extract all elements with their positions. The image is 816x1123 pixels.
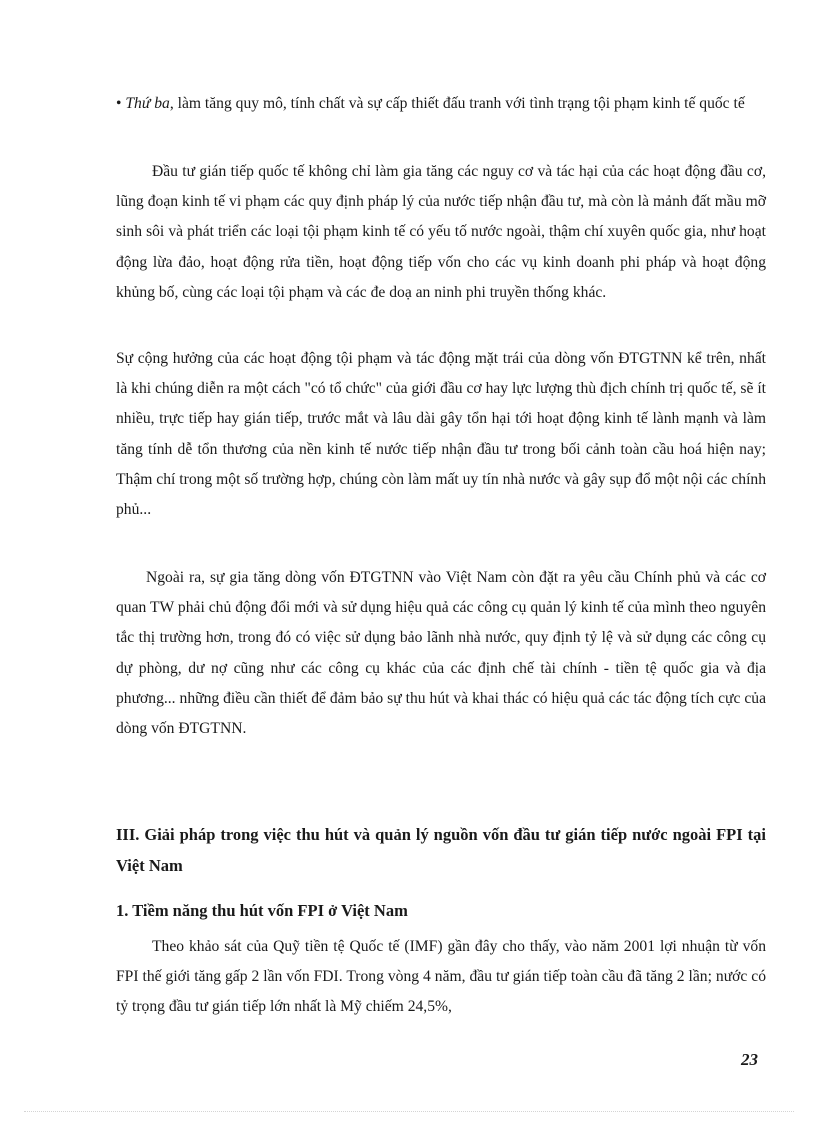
paragraph-additionally: Ngoài ra, sự gia tăng dòng vốn ĐTGTNN vào Việt Nam còn đặt ra yêu cầu Chính phủ và các cơ quan TW phải chủ động đổi mới và sử dụng hiệu quả các công cụ quản lý kinh tế của mình theo nguyên tắc thị trường hơn, trong đó có việc sử dụng bảo lãnh nhà nước, quy định tỷ lệ và sử dụng các công cụ dự phòng, dư nợ cũng như các công cụ khác của các định chế tài chính - tiền tệ quốc gia và địa phương... những điều cần thiết để đảm bảo sự thu hút và khai thác có hiệu quả các tác động tích cực của dòng vốn ĐTGTNN. — [116, 569, 766, 738]
bullet-paragraph — [116, 89, 766, 119]
subsection-heading: 1. Tiềm năng thu hút vốn FPI ở Việt Nam — [116, 901, 408, 920]
paragraph-resonance: Sự cộng hưởng của các hoạt động tội phạm và tác động mặt trái của dòng vốn ĐTGTNN kể trên, nhất là khi chúng diễn ra một cách "có tổ chức" của giới đầu cơ hay lực lượng thù địch chính trị quốc tế, sẽ ít nhiều, trực tiếp hay gián tiếp, trước mắt và lâu dài gây tổn hại tới hoạt động kinh tế lành mạnh và làm tăng tính dễ tổn thương của nền kinh tế nước tiếp nhận đầu tư trong bối cảnh toàn cầu hoá hiện nay; Thậm chí trong một số trường hợp, chúng còn làm mất uy tín nhà nước và gây sụp đổ một nội các chính phủ... — [116, 350, 766, 519]
footer-divider — [24, 1111, 794, 1112]
bullet-marker: • — [116, 95, 122, 112]
bullet-text: , làm tăng quy mô, tính chất và sự cấp thiết đấu tranh với tình trạng tội phạm kinh tế quốc tế — [169, 95, 745, 112]
section-heading: III. Giải pháp trong việc thu hút và quản lý nguồn vốn đầu tư gián tiếp nước ngoài FPI tại Việt Nam — [116, 825, 766, 875]
paragraph-imf-survey: Theo khảo sát của Quỹ tiền tệ Quốc tế (IMF) gần đây cho thấy, vào năm 2001 lợi nhuận từ vốn FPI thế giới tăng gấp 2 lần vốn FDI. Trong vòng 4 năm, đầu tư gián tiếp toàn cầu đã tăng 2 lần; nước có tỷ trọng đầu tư gián tiếp lớn nhất là Mỹ chiếm 24,5%, — [116, 938, 766, 1016]
page-number: 23 — [741, 1050, 758, 1069]
paragraph-crime: Đầu tư gián tiếp quốc tế không chỉ làm gia tăng các nguy cơ và tác hại của các hoạt động đầu cơ, lũng đoạn kinh tế vi phạm các quy định pháp lý của nước tiếp nhận đầu tư, mà còn là mảnh đất mầu mỡ sinh sôi và phát triển các loại tội phạm kinh tế có yếu tố nước ngoài, thậm chí xuyên quốc gia, như hoạt động lừa đảo, hoạt động rửa tiền, hoạt động tiếp vốn cho các vụ kinh doanh phi pháp và hoạt động khủng bố, cùng các loại tội phạm và các đe doạ an ninh phi truyền thống khác. — [116, 163, 766, 301]
bullet-lead-italic: Thứ ba — [125, 95, 170, 112]
